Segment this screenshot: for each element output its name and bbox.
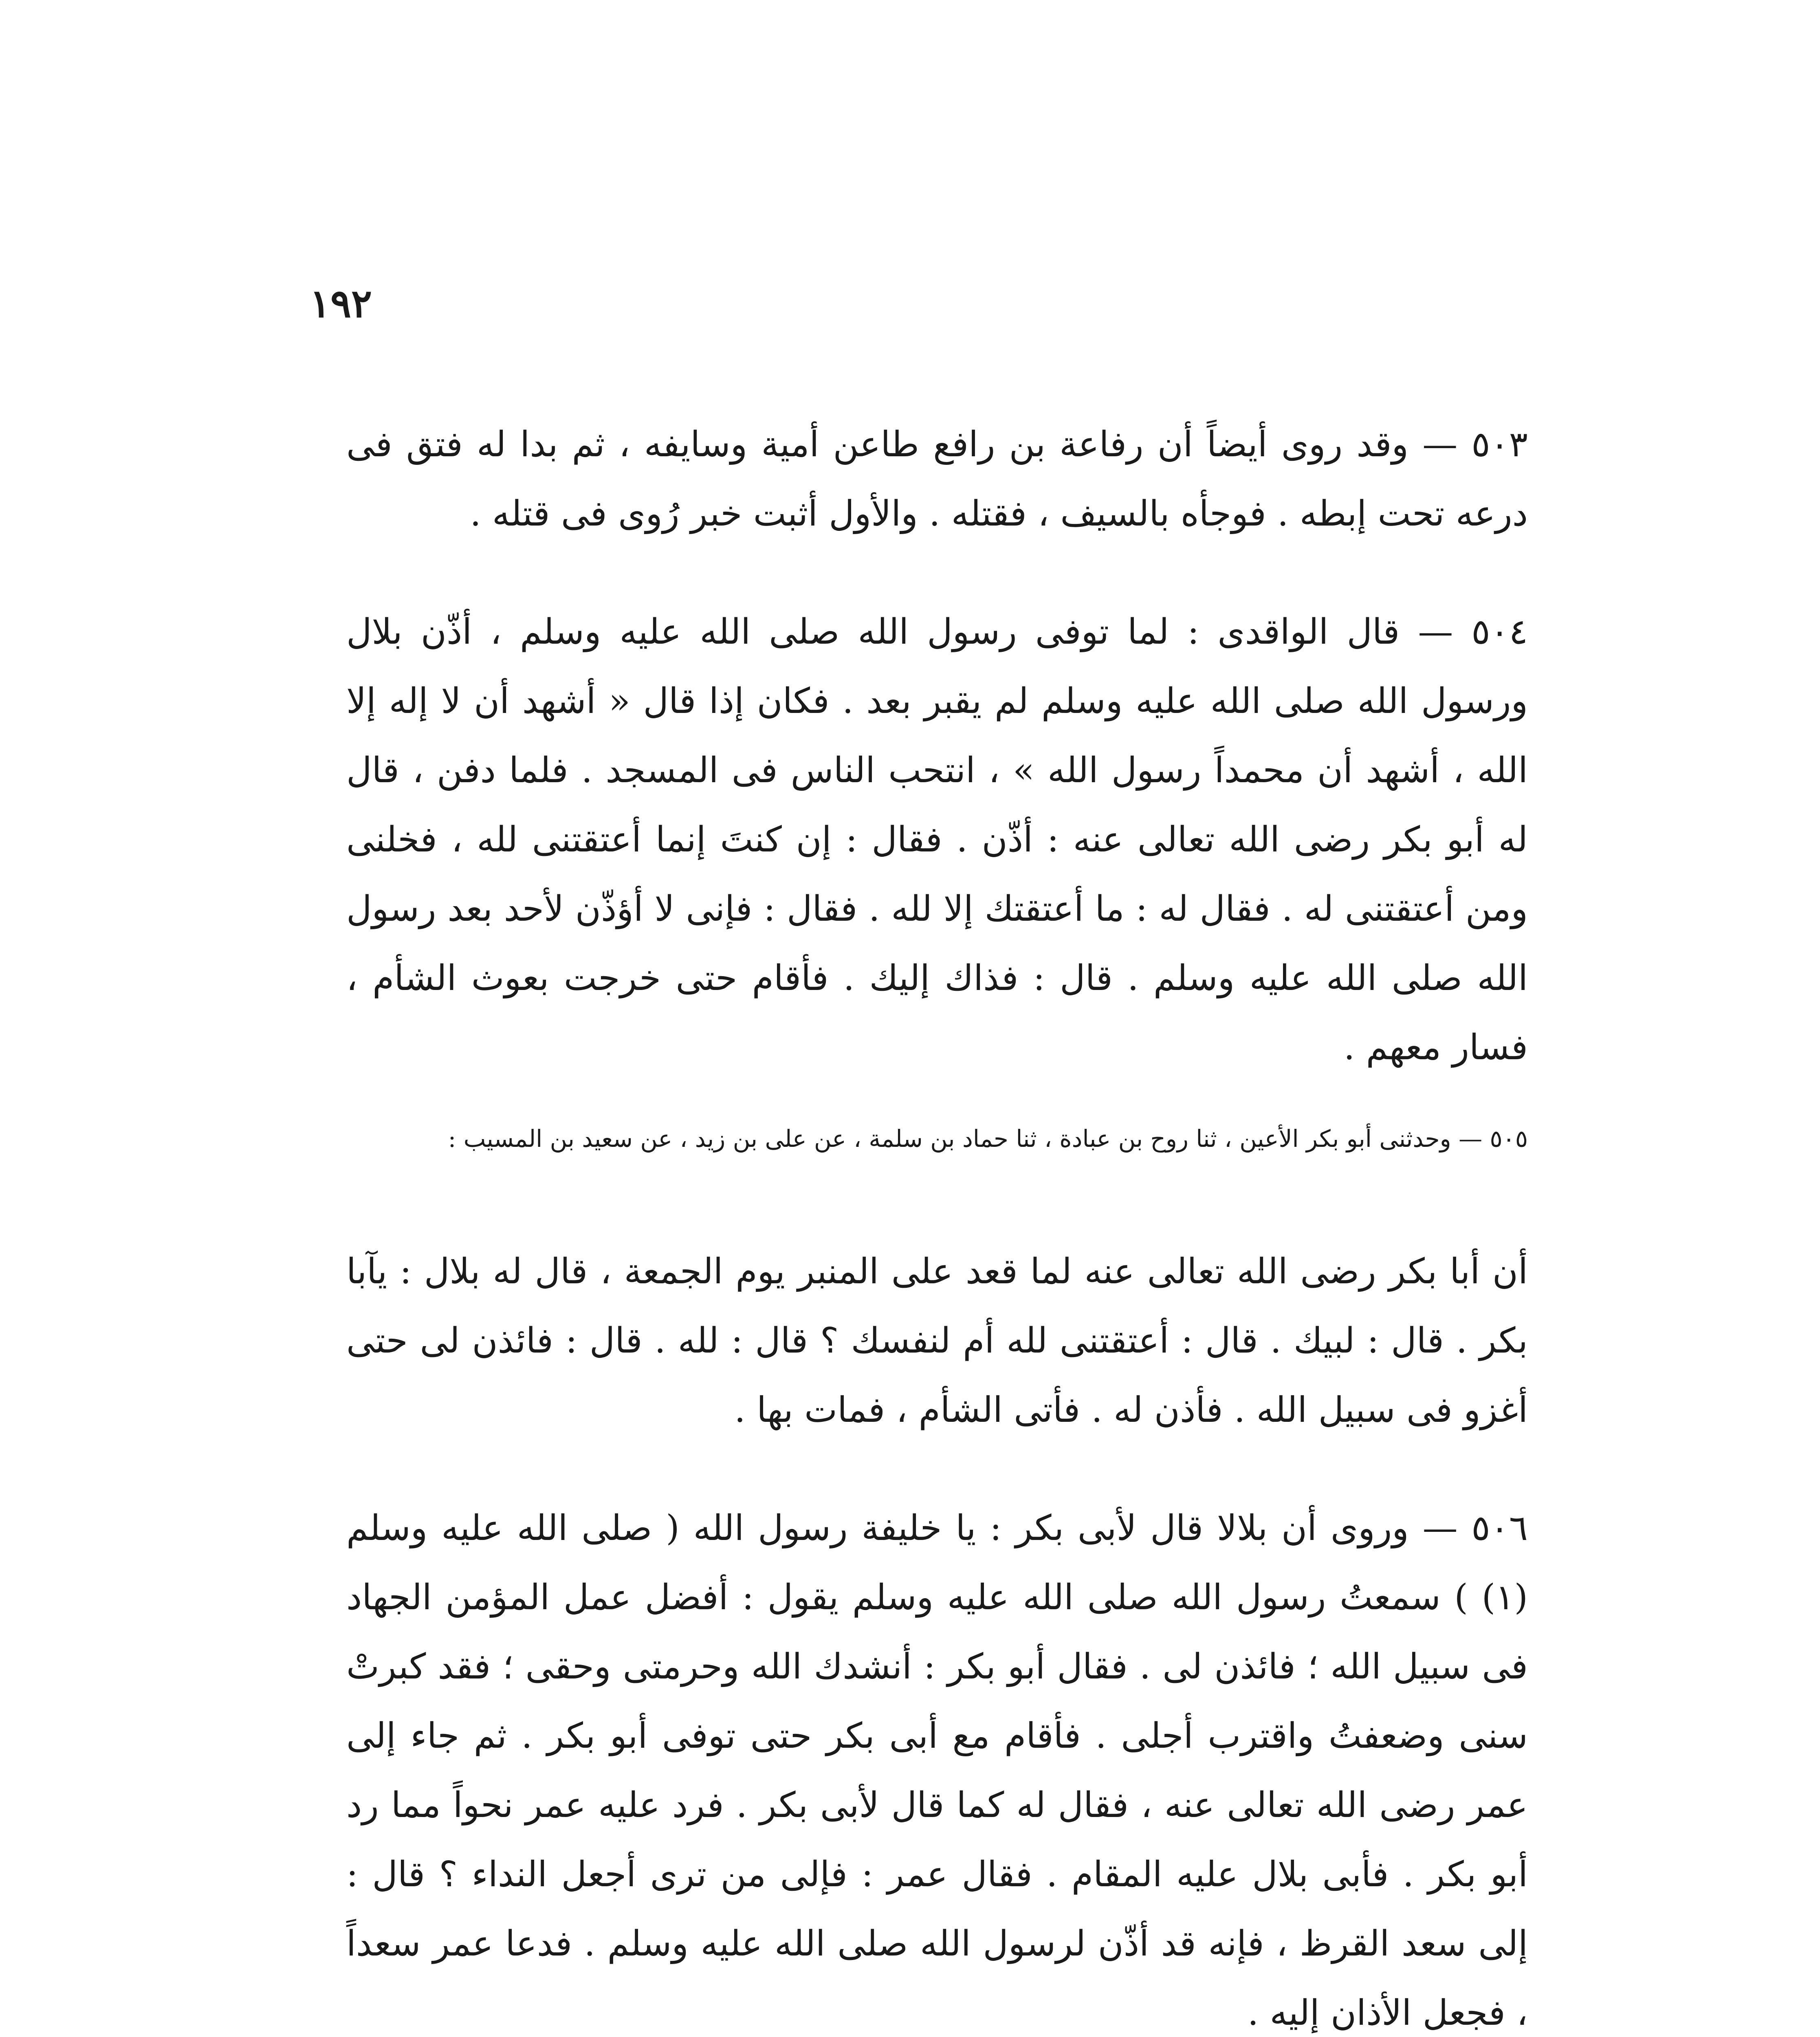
page-number: ١٩٢ <box>310 281 372 326</box>
paragraph-504: ٥٠٤ — قال الواقدى : لما توفى رسول الله صلى الله عليه وسلم ، أذّن بلال ورسول الله صلى الله عليه وسلم لم يقبر بعد . فكان إذا قال « أشهد أن لا إله إلا الله ، أشهد أن محمداً رسول الله » ، انتحب الناس فى المسجد . فلما دفن ، قال له أبو بكر رضى الله تعالى عنه : أذّن . فقال : إن كنتَ إنما أعتقتنى لله ، فخلنى ومن أعتقتنى له . فقال له : ما أعتقتك إلا لله . فقال : فإنى لا أؤذّن لأحد بعد رسول الله صلى الله عليه وسلم . قال : فذاك إليك . فأقام حتى خرجت بعوث الشأم ، فسار معهم . <box>346 612 1528 1068</box>
paragraph-506: ٥٠٦ — وروى أن بلالا قال لأبى بكر : يا خليفة رسول الله ( صلى الله عليه وسلم (١) ) سمعتُ رسول الله صلى الله عليه وسلم يقول : أفضل عمل المؤمن الجهاد فى سبيل الله ؛ فائذن لى . فقال أبو بكر : أنشدك الله وحرمتى وحقى ؛ فقد كبرتْ سنى وضعفتُ واقترب أجلى . فأقام مع أبى بكر حتى توفى أبو بكر . ثم جاء إلى عمر رضى الله تعالى عنه ، فقال له كما قال لأبى بكر . فرد عليه عمر نحواً مما رد أبو بكر . فأبى بلال عليه المقام . فقال عمر : فإلى من ترى أجعل النداء ؟ قال : إلى سعد القرظ ، فإنه قد أذّن لرسول الله صلى الله عليه وسلم . فدعا عمر سعداً ، فجعل الأذان إليه . <box>346 1508 1528 2033</box>
paragraph-505-isnad: ٥٠٥ — وحدثنى أبو بكر الأعين ، ثنا روح بن عبادة ، ثنا حماد بن سلمة ، عن على بن زيد ، عن سعيد بن المسيب : <box>448 1125 1528 1153</box>
paragraph-503: ٥٠٣ — وقد روى أيضاً أن رفاعة بن رافع طاعن أمية وسايفه ، ثم بدا له فتق فى درعه تحت إبطه . فوجأه بالسيف ، فقتله . والأول أثبت خبر رُوى فى قتله . <box>346 424 1528 534</box>
paragraph-505-body: أن أبا بكر رضى الله تعالى عنه لما قعد على المنبر يوم الجمعة ، قال له بلال : يآبا بكر . قال : لبيك . قال : أعتقتنى لله أم لنفسك ؟ قال : لله . قال : فائذن لى حتى أغزو فى سبيل الله . فأذن له . فأتى الشأم ، فمات بها . <box>346 1251 1528 1430</box>
